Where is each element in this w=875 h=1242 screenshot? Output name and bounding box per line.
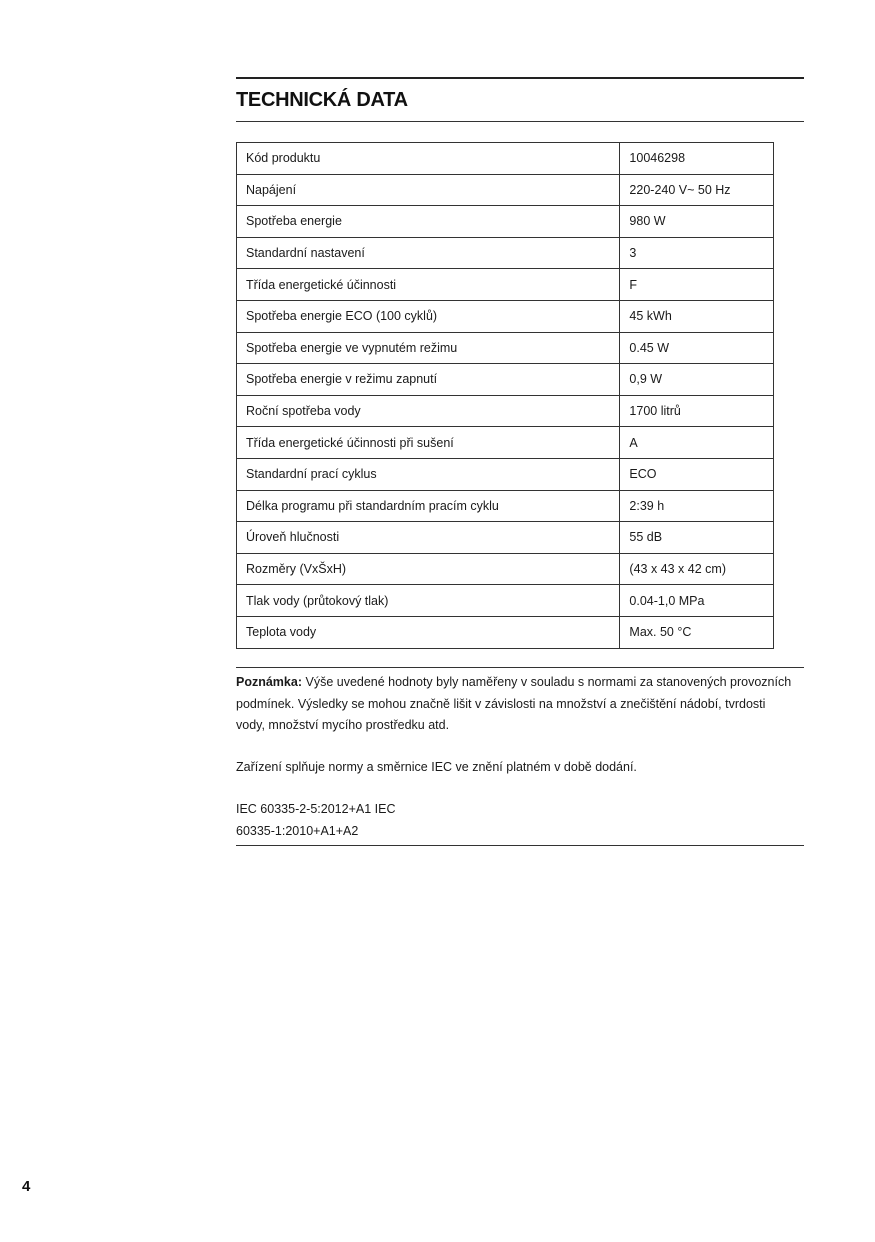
spec-value: 55 dB (620, 522, 774, 554)
spec-label: Spotřeba energie v režimu zapnutí (237, 364, 620, 396)
spec-label: Délka programu při standardním pracím cyklu (237, 490, 620, 522)
spec-value: 10046298 (620, 143, 774, 175)
table-row (237, 206, 774, 238)
spec-label: Kód produktu (237, 143, 620, 175)
spec-label: Roční spotřeba vody (237, 395, 620, 427)
table-row (237, 269, 774, 301)
spec-label: Spotřeba energie ECO (100 cyklů) (237, 300, 620, 332)
note-label: Poznámka: (236, 675, 302, 689)
spec-label: Napájení (237, 174, 620, 206)
title-divider (236, 121, 804, 122)
table-row (237, 616, 774, 648)
spec-value: 0.04-1,0 MPa (620, 585, 774, 617)
note-text: Výše uvedené hodnoty byly naměřeny v souladu s normami za stanovených provozních podmínek. Výsledky se mohou značně lišit v závislosti na množství a znečištění nádobí, tvrdosti vody, množství mycího prostředku atd. (236, 675, 792, 732)
spec-value: (43 x 43 x 42 cm) (620, 553, 774, 585)
table-row (237, 364, 774, 396)
table-row (237, 585, 774, 617)
spec-label: Standardní nastavení (237, 237, 620, 269)
spec-label: Spotřeba energie (237, 206, 620, 238)
table-row (237, 458, 774, 490)
spec-label: Standardní prací cyklus (237, 458, 620, 490)
spec-value: F (620, 269, 774, 301)
spec-label: Teplota vody (237, 616, 620, 648)
note-top-divider (236, 667, 804, 668)
spec-value: ECO (620, 458, 774, 490)
spec-value: 0.45 W (620, 332, 774, 364)
table-row (237, 395, 774, 427)
spec-value: 3 (620, 237, 774, 269)
spec-label: Tlak vody (průtokový tlak) (237, 585, 620, 617)
spec-label: Rozměry (VxŠxH) (237, 553, 620, 585)
note-paragraph (236, 672, 796, 737)
spec-label: Úroveň hlučnosti (237, 522, 620, 554)
standard-line-2: 60335-1:2010+A1+A2 (236, 823, 359, 838)
spec-label: Třída energetické účinnosti při sušení (237, 427, 620, 459)
table-row (237, 522, 774, 554)
spec-value: Max. 50 °C (620, 616, 774, 648)
spec-value: 0,9 W (620, 364, 774, 396)
spec-label: Spotřeba energie ve vypnutém režimu (237, 332, 620, 364)
page-title: TECHNICKÁ DATA (236, 89, 408, 111)
table-row (237, 237, 774, 269)
spec-value: 220-240 V~ 50 Hz (620, 174, 774, 206)
standard-line-1: IEC 60335-2-5:2012+A1 IEC (236, 802, 396, 816)
table-row (237, 490, 774, 522)
table-row (237, 332, 774, 364)
spec-value: 1700 litrů (620, 395, 774, 427)
spec-value: 45 kWh (620, 300, 774, 332)
spec-value: 980 W (620, 206, 774, 238)
top-divider (236, 77, 804, 79)
spec-label: Třída energetické účinnosti (237, 269, 620, 301)
specs-table (236, 142, 774, 649)
table-row (237, 553, 774, 585)
table-row (237, 427, 774, 459)
note-bottom-divider (236, 845, 804, 846)
table-row (237, 174, 774, 206)
table-row (237, 143, 774, 175)
standards-list (236, 799, 796, 842)
spec-value: A (620, 427, 774, 459)
page-number: 4 (22, 1178, 31, 1195)
table-row (237, 300, 774, 332)
compliance-statement: Zařízení splňuje normy a směrnice IEC ve znění platném v době dodání. (236, 760, 637, 774)
spec-value: 2:39 h (620, 490, 774, 522)
